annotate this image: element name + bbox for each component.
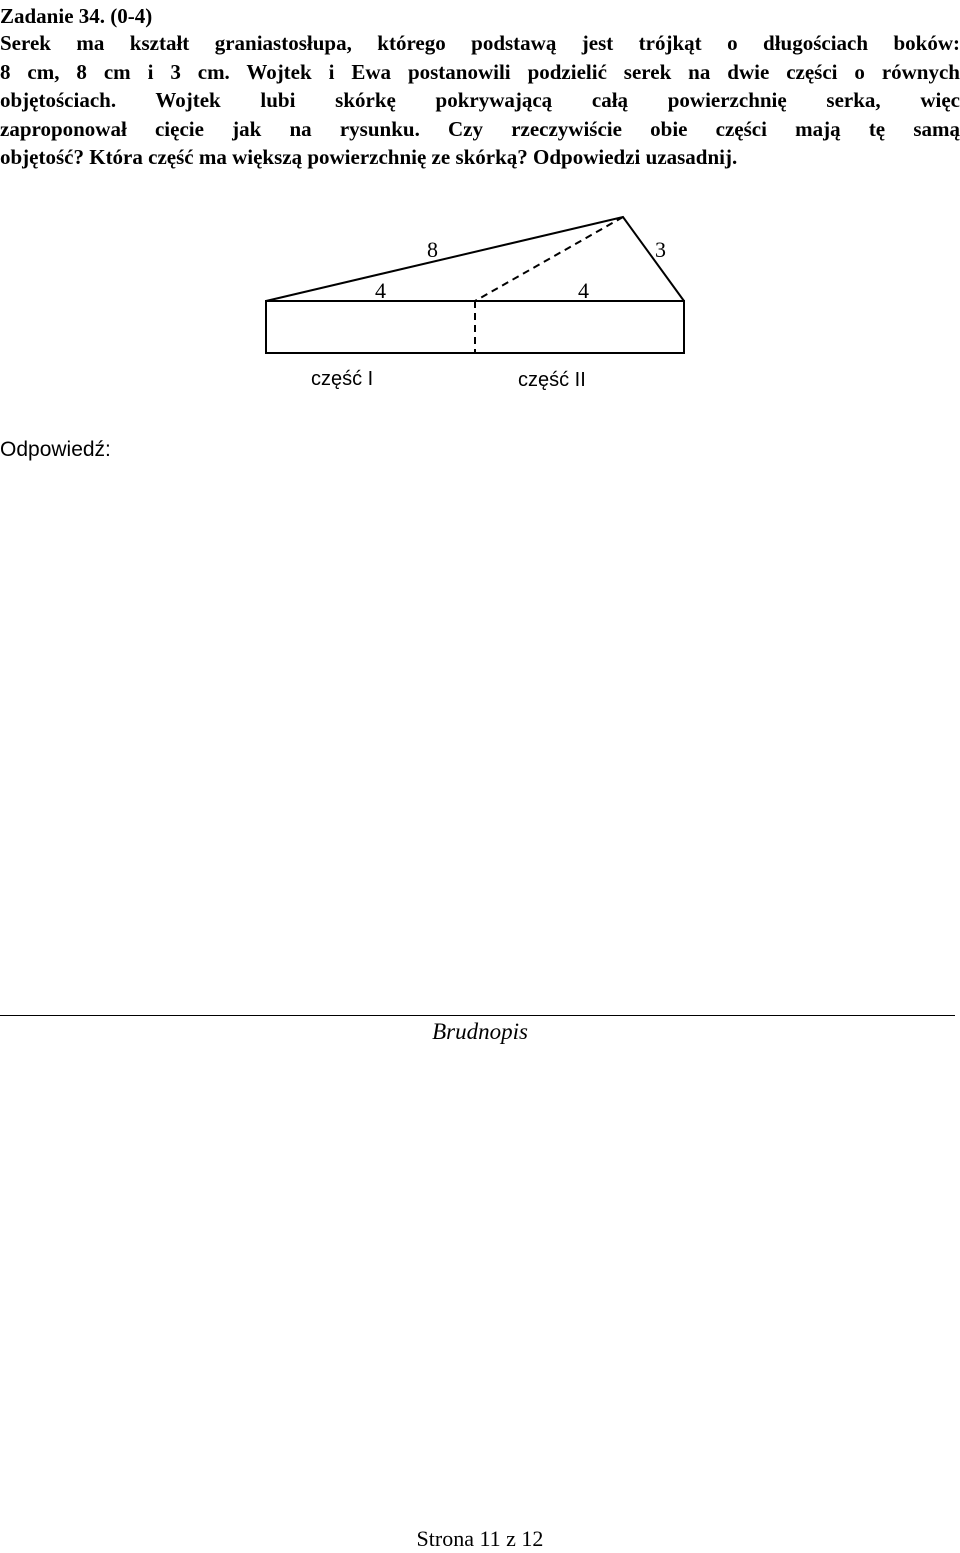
draft-label: Brudnopis (432, 1019, 528, 1044)
prism-figure (0, 0, 960, 420)
side-length-label: 3 (655, 237, 666, 262)
task-line: zaproponował cięcie jak na rysunku. Czy rzeczywiście obie części mają tę samą (0, 116, 960, 141)
task-line: Serek ma kształt graniastosłupa, którego podstawą jest trójkąt o długościach boków: (0, 31, 960, 55)
triangle-base-outline (266, 217, 684, 301)
task-title: Zadanie 34. (0-4) (0, 4, 153, 28)
part-one-label: część I (311, 368, 374, 390)
side-length-label: 8 (427, 237, 438, 262)
part-two-label: część II (518, 369, 586, 391)
task-line: 8 cm, 8 cm i 3 cm. Wojtek i Ewa postanowili podzielić serek na dwie części o równych (0, 59, 960, 84)
task-line: objętościach. Wojtek lubi skórkę pokrywającą całą powierzchnię serka, więc (0, 88, 960, 112)
cut-line-top (475, 217, 623, 301)
half-length-label: 4 (375, 278, 386, 303)
answer-label: Odpowiedź: (0, 438, 111, 461)
half-length-label: 4 (578, 278, 589, 303)
draft-divider (0, 1015, 955, 1016)
page-number: Strona 11 z 12 (416, 1526, 544, 1551)
task-line: objętość? Która część ma większą powierzchnię ze skórką? Odpowiedzi uzasadnij. (0, 145, 738, 169)
